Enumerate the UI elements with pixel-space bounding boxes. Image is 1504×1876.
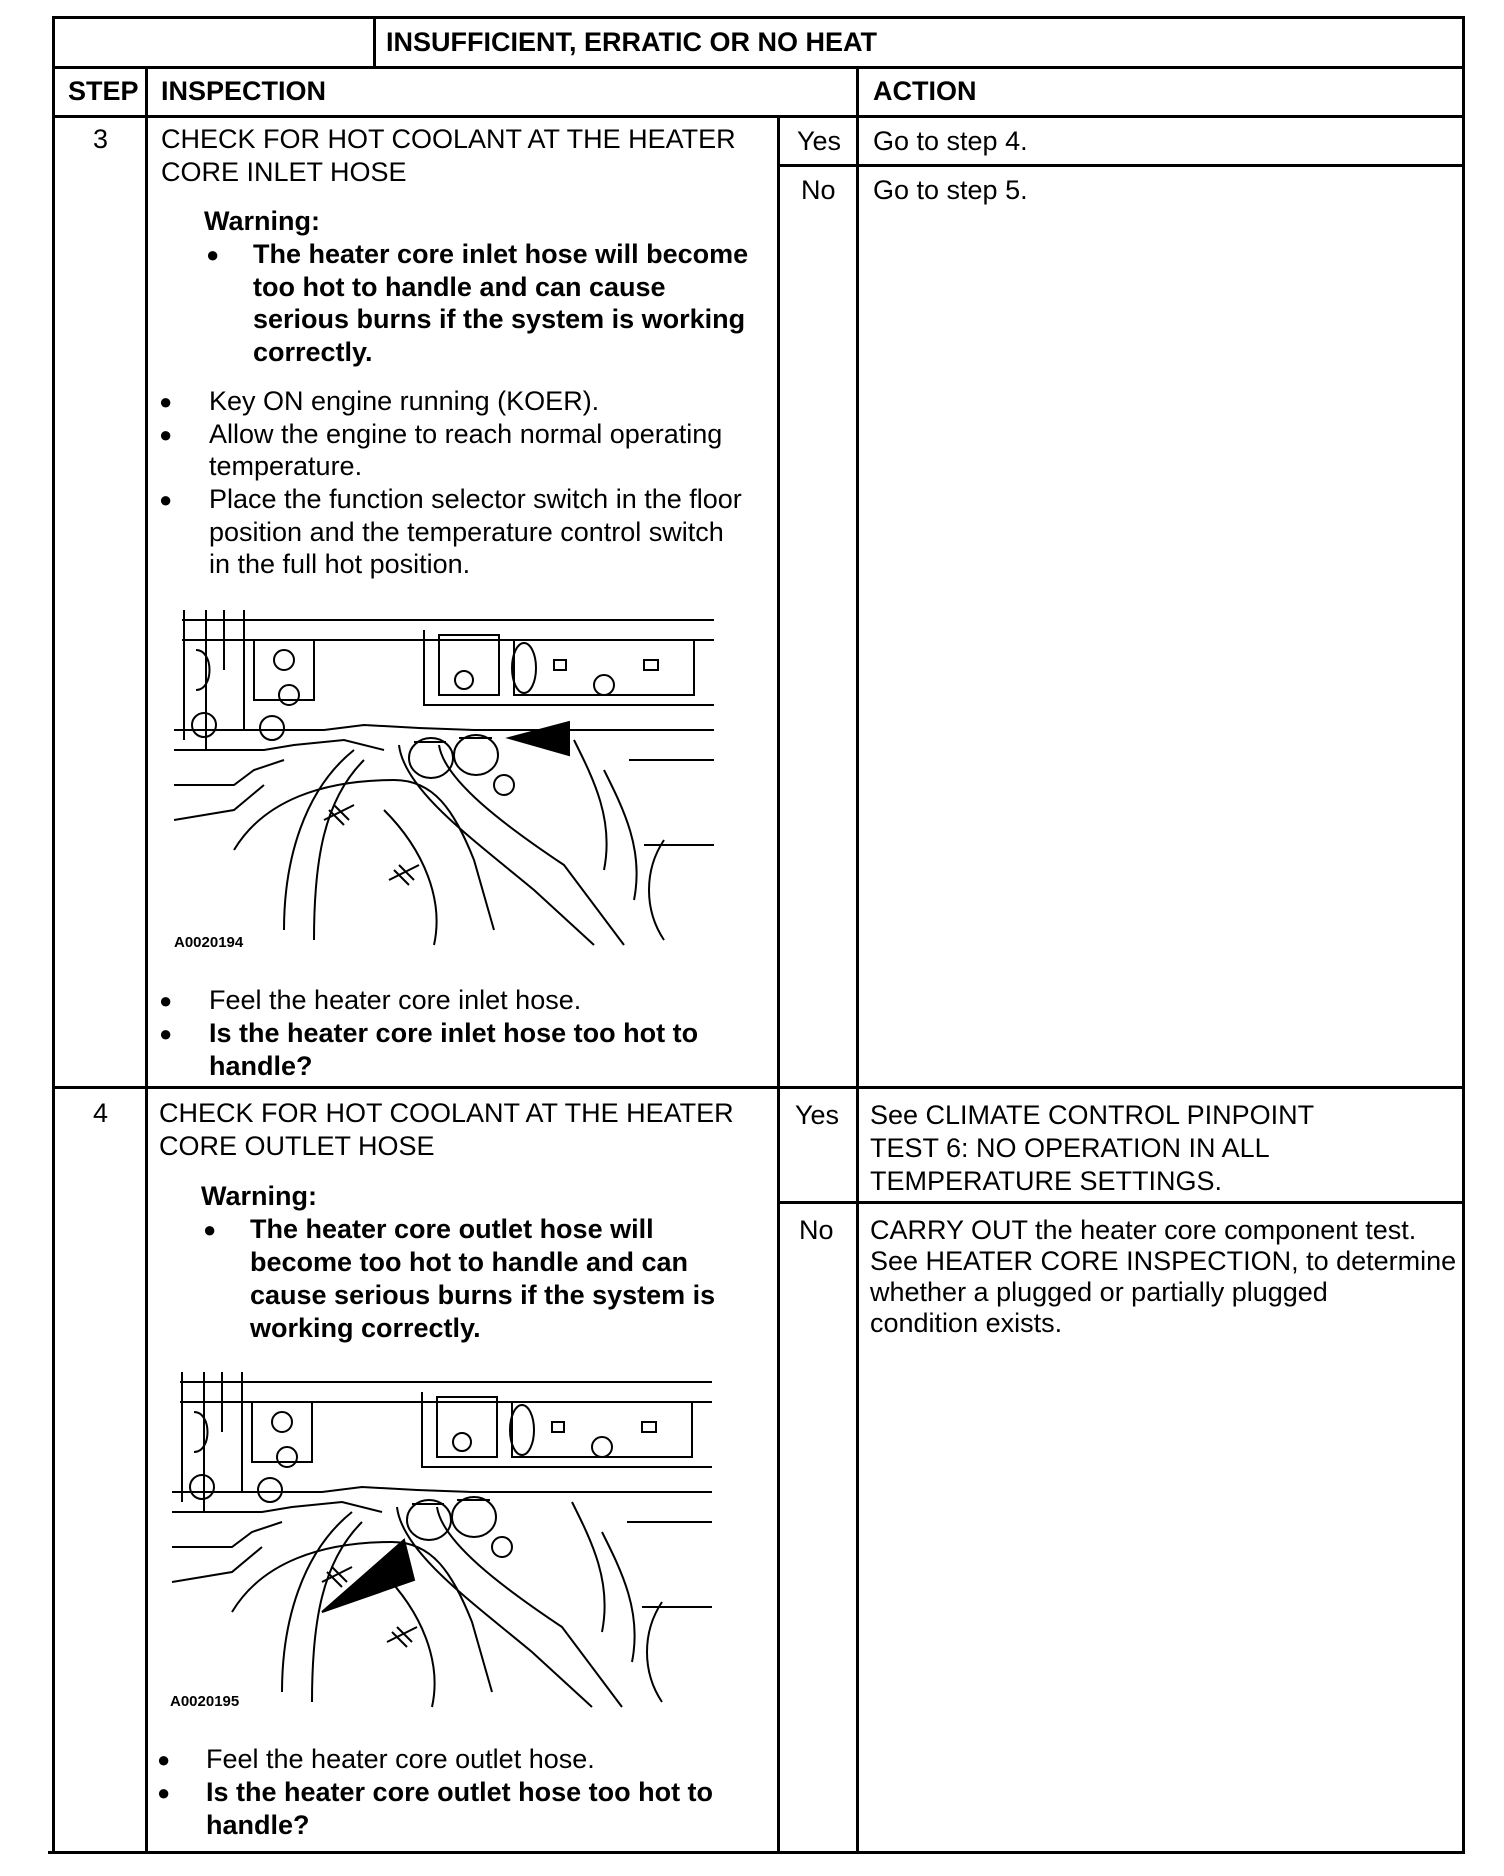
- bullet-icon: ●: [203, 1217, 217, 1242]
- figure-id: A0020195: [170, 1693, 240, 1710]
- bullet-icon: ●: [157, 1780, 171, 1805]
- warning-text: working correctly.: [250, 1313, 481, 1343]
- list-item: in the full hot position.: [209, 549, 471, 579]
- step-heading: CORE INLET HOSE: [161, 157, 407, 187]
- warning-text: The heater core inlet hose will become: [253, 239, 749, 269]
- step-number: 3: [93, 124, 109, 154]
- list-item: Feel the heater core inlet hose.: [209, 985, 582, 1015]
- yes-action: TEMPERATURE SETTINGS.: [870, 1166, 1223, 1196]
- yes-label: Yes: [797, 126, 842, 156]
- heater-hose-illustration: [174, 610, 722, 950]
- question-text: handle?: [209, 1051, 313, 1081]
- step-heading: CHECK FOR HOT COOLANT AT THE HEATER: [161, 124, 736, 154]
- no-action: whether a plugged or partially plugged: [870, 1277, 1328, 1307]
- heater-hose-illustration: [172, 1372, 720, 1712]
- list-item: Place the function selector switch in the floor: [209, 484, 742, 514]
- warning-text: correctly.: [253, 337, 373, 367]
- warning-text: serious burns if the system is working: [253, 304, 746, 334]
- no-action: See HEATER CORE INSPECTION, to determine: [870, 1246, 1457, 1276]
- warning-text: The heater core outlet hose will: [250, 1214, 654, 1244]
- list-item: Feel the heater core outlet hose.: [206, 1744, 595, 1774]
- no-action: condition exists.: [870, 1308, 1063, 1338]
- column-header-inspection: INSPECTION: [161, 76, 327, 106]
- warning-text: become too hot to handle and can: [250, 1247, 689, 1277]
- bullet-icon: ●: [159, 1021, 173, 1046]
- bullet-icon: ●: [206, 242, 220, 267]
- step-number: 4: [93, 1098, 109, 1128]
- step-heading: CORE OUTLET HOSE: [159, 1131, 435, 1161]
- yes-action: See CLIMATE CONTROL PINPOINT: [870, 1100, 1315, 1130]
- step-heading: CHECK FOR HOT COOLANT AT THE HEATER: [159, 1098, 734, 1128]
- no-label: No: [801, 175, 836, 205]
- bullet-icon: ●: [159, 988, 173, 1013]
- warning-label: Warning:: [201, 1181, 317, 1211]
- bullet-icon: ●: [157, 1747, 171, 1772]
- bullet-icon: ●: [159, 487, 173, 512]
- yes-label: Yes: [795, 1100, 840, 1130]
- yes-action: Go to step 4.: [873, 126, 1028, 156]
- list-item: position and the temperature control switch: [209, 517, 724, 547]
- question-text: Is the heater core outlet hose too hot to: [206, 1777, 714, 1807]
- column-header-action: ACTION: [873, 76, 977, 106]
- bullet-icon: ●: [159, 389, 173, 414]
- question-text: Is the heater core inlet hose too hot to: [209, 1018, 699, 1048]
- list-item: Key ON engine running (KOER).: [209, 386, 600, 416]
- no-label: No: [799, 1215, 834, 1245]
- list-item: Allow the engine to reach normal operating: [209, 419, 723, 449]
- question-text: handle?: [206, 1810, 310, 1840]
- no-action: CARRY OUT the heater core component test.: [870, 1215, 1417, 1245]
- yes-action: TEST 6: NO OPERATION IN ALL: [870, 1133, 1270, 1163]
- no-action: Go to step 5.: [873, 175, 1028, 205]
- table-title: INSUFFICIENT, ERRATIC OR NO HEAT: [386, 27, 877, 57]
- bullet-icon: ●: [159, 422, 173, 447]
- warning-label: Warning:: [204, 206, 320, 236]
- column-header-step: STEP: [68, 76, 139, 106]
- figure-id: A0020194: [174, 934, 244, 951]
- list-item: temperature.: [209, 451, 363, 481]
- warning-text: too hot to handle and can cause: [253, 272, 666, 302]
- warning-text: cause serious burns if the system is: [250, 1280, 716, 1310]
